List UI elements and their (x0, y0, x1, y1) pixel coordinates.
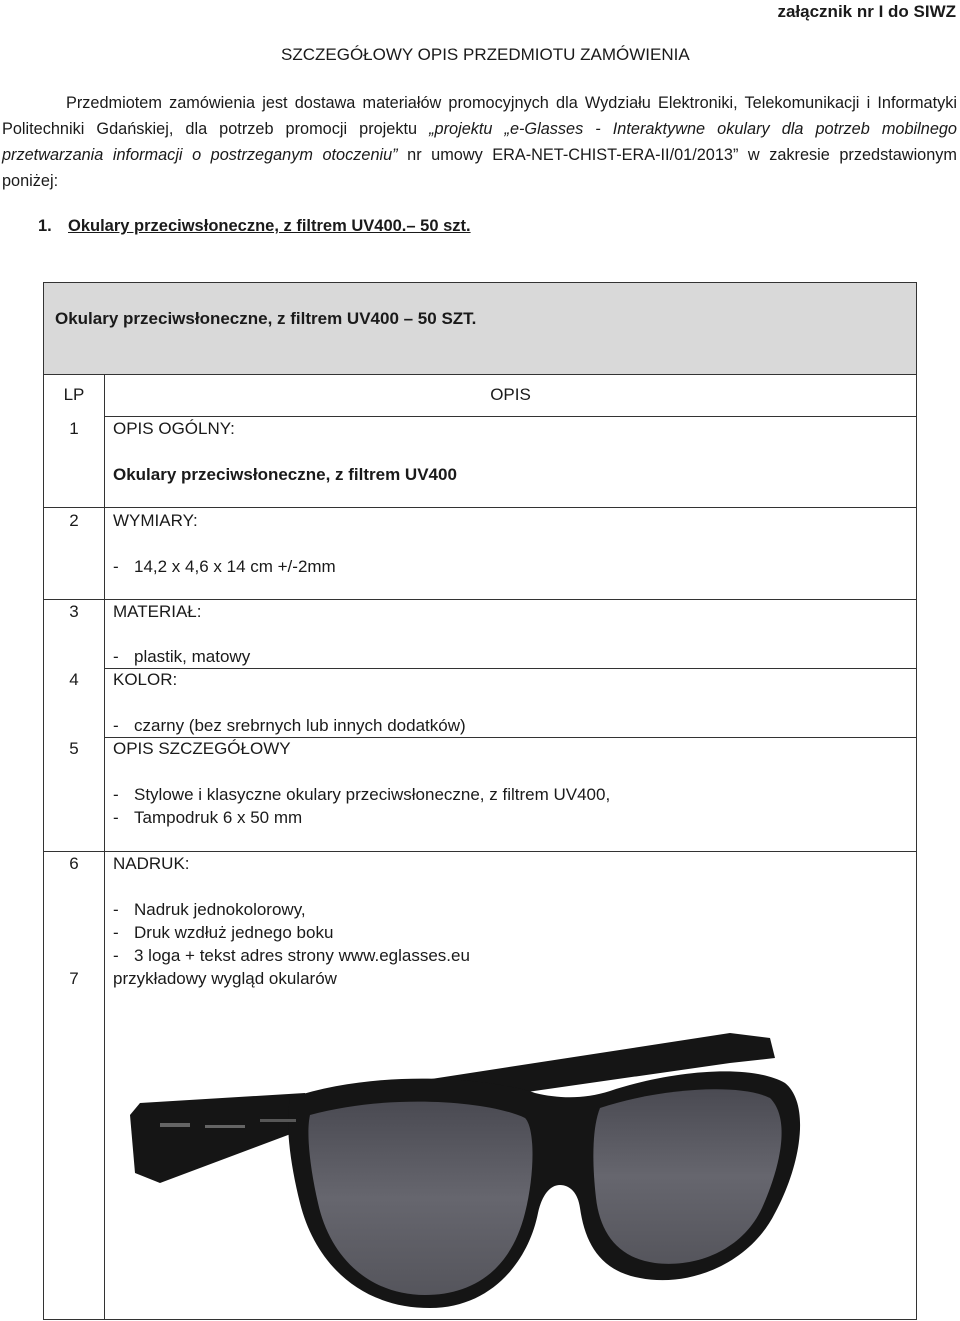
row-title: OPIS SZCZEGÓŁOWY (113, 739, 291, 758)
list-item: - Tampodruk 6 x 50 mm (113, 806, 610, 829)
row-bullet-list (113, 555, 336, 578)
row-bullet-list (113, 898, 470, 967)
row-number: 5 (69, 739, 79, 758)
list-item: - Stylowe i klasyczne okulary przeciwsłoneczne, z filtrem UV400, (113, 783, 610, 806)
row-title: MATERIAŁ: (113, 602, 202, 621)
project-name-part1: „projektu „e-Glasses - Interaktywne okulary dla potrzeb mobilnego (429, 120, 957, 138)
row-divider (104, 668, 917, 669)
row-number: 6 (69, 854, 79, 873)
document-title: SZCZEGÓŁOWY OPIS PRZEDMIOTU ZAMÓWIENIA (281, 45, 690, 64)
row-divider (44, 851, 917, 852)
row-divider (44, 507, 917, 508)
intro-paragraph (2, 90, 957, 194)
list-item: - 3 loga + tekst adres strony www.eglasses.eu (113, 944, 470, 967)
intro-line-2a: Politechniki Gdańskiej, dla potrzeb promocji projektu (2, 120, 430, 138)
row-divider (44, 599, 917, 600)
list-item: - 14,2 x 4,6 x 14 cm +/-2mm (113, 555, 336, 578)
row-bullet-list (113, 714, 466, 737)
intro-line-3 (2, 142, 957, 168)
project-name-part2: przetwarzania informacji o postrzeganym otoczeniu” (2, 146, 398, 164)
row-title: OPIS OGÓLNY: (113, 419, 235, 438)
row-bullet-list (113, 783, 610, 829)
row-title: KOLOR: (113, 670, 178, 689)
list-item: - czarny (bez srebrnych lub innych dodatków) (113, 714, 466, 737)
column-header-lp: LP (63, 385, 85, 404)
list-item: - Nadruk jednokolorowy, (113, 898, 470, 921)
column-divider (104, 374, 105, 1320)
spec-table (43, 282, 917, 1320)
sunglasses-image (130, 1023, 820, 1313)
row-number: 1 (69, 419, 79, 438)
section-title: Okulary przeciwsłoneczne, z filtrem UV400.– 50 szt. (68, 217, 471, 235)
row-number: 2 (69, 511, 79, 530)
row-title: NADRUK: (113, 854, 190, 873)
list-item: - Druk wzdłuż jednego boku (113, 921, 470, 944)
table-title: Okulary przeciwsłoneczne, z filtrem UV400 – 50 SZT. (55, 309, 477, 328)
intro-line-1: Przedmiotem zamówienia jest dostawa materiałów promocyjnych dla Wydziału Elektroniki, Telekomunikacji i Informatyki (66, 94, 957, 112)
row-divider (104, 737, 917, 738)
row-divider (104, 416, 917, 417)
row-description: Okulary przeciwsłoneczne, z filtrem UV400 (113, 465, 457, 484)
intro-line-4: poniżej: (2, 172, 59, 190)
row-number: 7 (69, 969, 79, 988)
intro-line-3b: nr umowy ERA-NET-CHIST-ERA-II/01/2013” w zakresie przedstawionym (397, 146, 957, 164)
row-number: 4 (69, 670, 79, 689)
section-number: 1. (38, 217, 52, 235)
intro-line-2 (2, 116, 957, 142)
column-header-opis: OPIS (490, 385, 531, 404)
table-title-cell (44, 283, 916, 375)
row-bullet-list (113, 645, 250, 668)
row-number: 3 (69, 602, 79, 621)
section-heading (38, 217, 471, 236)
row-title: przykładowy wygląd okularów (113, 969, 337, 988)
row-title: WYMIARY: (113, 511, 198, 530)
list-item: - plastik, matowy (113, 645, 250, 668)
annex-label: załącznik nr I do SIWZ (777, 2, 956, 21)
